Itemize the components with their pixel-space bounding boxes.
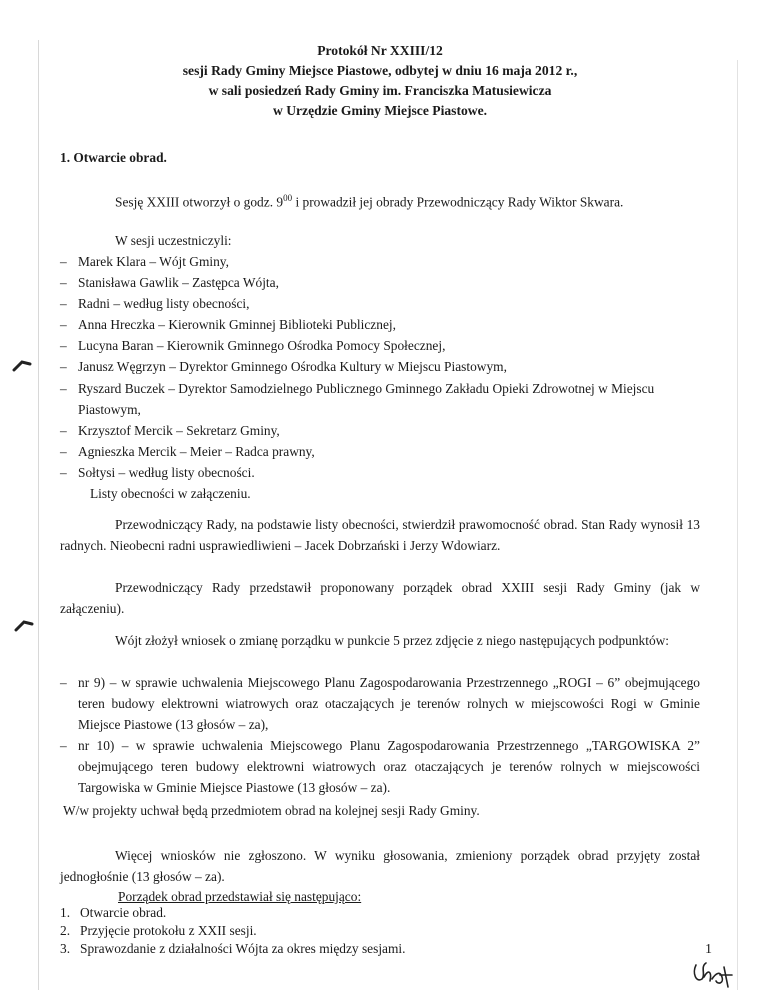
list-item: – Anna Hreczka – Kierownik Gminnej Biblioteki Publicznej, xyxy=(60,314,700,335)
agenda-list xyxy=(60,904,405,958)
list-item-text: Sprawozdanie z działalności Wójta za okres między sesjami. xyxy=(80,941,406,956)
motion-intro: Wójt złożył wniosek o zmianę porządku w punkcie 5 przez zdjęcie z niego następujących podpunktów: xyxy=(115,633,670,648)
handwritten-initials-icon xyxy=(690,957,734,991)
agenda-proposal-paragraph: Przewodniczący Rady przedstawił proponowany porządek obrad XXIII sesji Rady Gminy (jak w załączeniu). xyxy=(60,580,700,616)
list-item: – Sołtysi – według listy obecności. xyxy=(60,462,700,483)
list-item: – Lucyna Baran – Kierownik Gminnego Ośrodka Pomocy Społecznej, xyxy=(60,335,700,356)
list-item: – Stanisława Gawlik – Zastępca Wójta, xyxy=(60,272,700,293)
list-item: – Krzysztof Mercik – Sekretarz Gminy, xyxy=(60,420,700,441)
scan-edge-left xyxy=(38,40,39,990)
opening-text-before: Sesję XXIII otworzył o godz. 9 xyxy=(115,194,284,210)
opening-time-superscript: 00 xyxy=(283,193,293,203)
list-item: – Ryszard Buczek – Dyrektor Samodzielnego Publicznego Gminnego Zakładu Opieki Zdrowotnej w Miejscu Piastowym, xyxy=(60,378,700,420)
header-line-3: w sali posiedzeń Rady Gminy im. Franciszka Matusiewicza xyxy=(208,83,552,98)
scan-edge-right xyxy=(737,60,738,990)
list-item: – Agnieszka Mercik – Meier – Radca prawny, xyxy=(60,441,700,462)
list-item: – Radni – według listy obecności, xyxy=(60,293,700,314)
list-item xyxy=(60,940,405,958)
list-item-number: 2. xyxy=(60,923,71,938)
opening-paragraph xyxy=(115,189,623,212)
header-line-2: sesji Rady Gminy Miejsce Piastowe, odbytej w dniu 16 maja 2012 r., xyxy=(182,63,578,78)
quorum-paragraph: Przewodniczący Rady, na podstawie listy obecności, stwierdził prawomocność obrad. Stan Rady wynosił 13 radnych. Nieobecni radni usprawiedliwieni – Jacek Dobrzański i Jerzy Wdowiarz. xyxy=(60,517,700,553)
header-line-4: w Urzędzie Gminy Miejsce Piastowe. xyxy=(272,103,488,118)
list-item-number: 3. xyxy=(60,941,71,956)
margin-mark-icon xyxy=(12,358,32,374)
list-item: – Janusz Węgrzyn – Dyrektor Gminnego Ośrodka Kultury w Miejscu Piastowym, xyxy=(60,356,700,377)
attendance-intro: W sesji uczestniczyli: xyxy=(115,233,232,248)
opening-text-after: i prowadził jej obrady Przewodniczący Rady Wiktor Skwara. xyxy=(292,194,624,210)
list-item xyxy=(60,922,405,940)
page-number: 1 xyxy=(705,942,712,957)
agenda-heading: Porządek obrad przedstawiał się następująco: xyxy=(118,889,362,904)
list-item: – nr 10) – w sprawie uchwalenia Miejscowego Planu Zagospodarowania Przestrzennego „TARGOWISKA 2” obejmującego teren budowy elektrowni wiatrowych oraz otaczających je terenów rolnych w miejscowości Targowiska w Gminie Miejsce Piastowe (13 głosów – za). xyxy=(60,735,700,798)
section-heading: 1. Otwarcie obrad. xyxy=(60,150,167,165)
list-item xyxy=(60,904,405,922)
motion-note: W/w projekty uchwał będą przedmiotem obrad na kolejnej sesji Rady Gminy. xyxy=(63,803,480,818)
attendance-footer: Listy obecności w załączeniu. xyxy=(90,486,251,502)
list-item-text: Przyjęcie protokołu z XXII sesji. xyxy=(80,923,257,938)
header-title: Protokół Nr XXIII/12 xyxy=(317,43,443,58)
document-header xyxy=(60,41,700,121)
list-item: – Marek Klara – Wójt Gminy, xyxy=(60,251,700,272)
list-item-number: 1. xyxy=(60,905,71,920)
attendance-list xyxy=(60,251,700,504)
list-item-text: Otwarcie obrad. xyxy=(80,905,167,920)
list-item: – nr 9) – w sprawie uchwalenia Miejscowego Planu Zagospodarowania Przestrzennego „ROGI – 6” obejmującego teren budowy elektrowni wiatrowych oraz otaczających je terenów rolnych w miejscowości Rogi w Gminie Miejsce Piastowe (13 głosów – za), xyxy=(60,672,700,735)
margin-mark-icon xyxy=(14,618,34,634)
motion-list xyxy=(60,672,700,798)
vote-paragraph: Więcej wniosków nie zgłoszono. W wyniku głosowania, zmieniony porządek obrad przyjęty został jednogłośnie (13 głosów – za). xyxy=(60,848,700,884)
